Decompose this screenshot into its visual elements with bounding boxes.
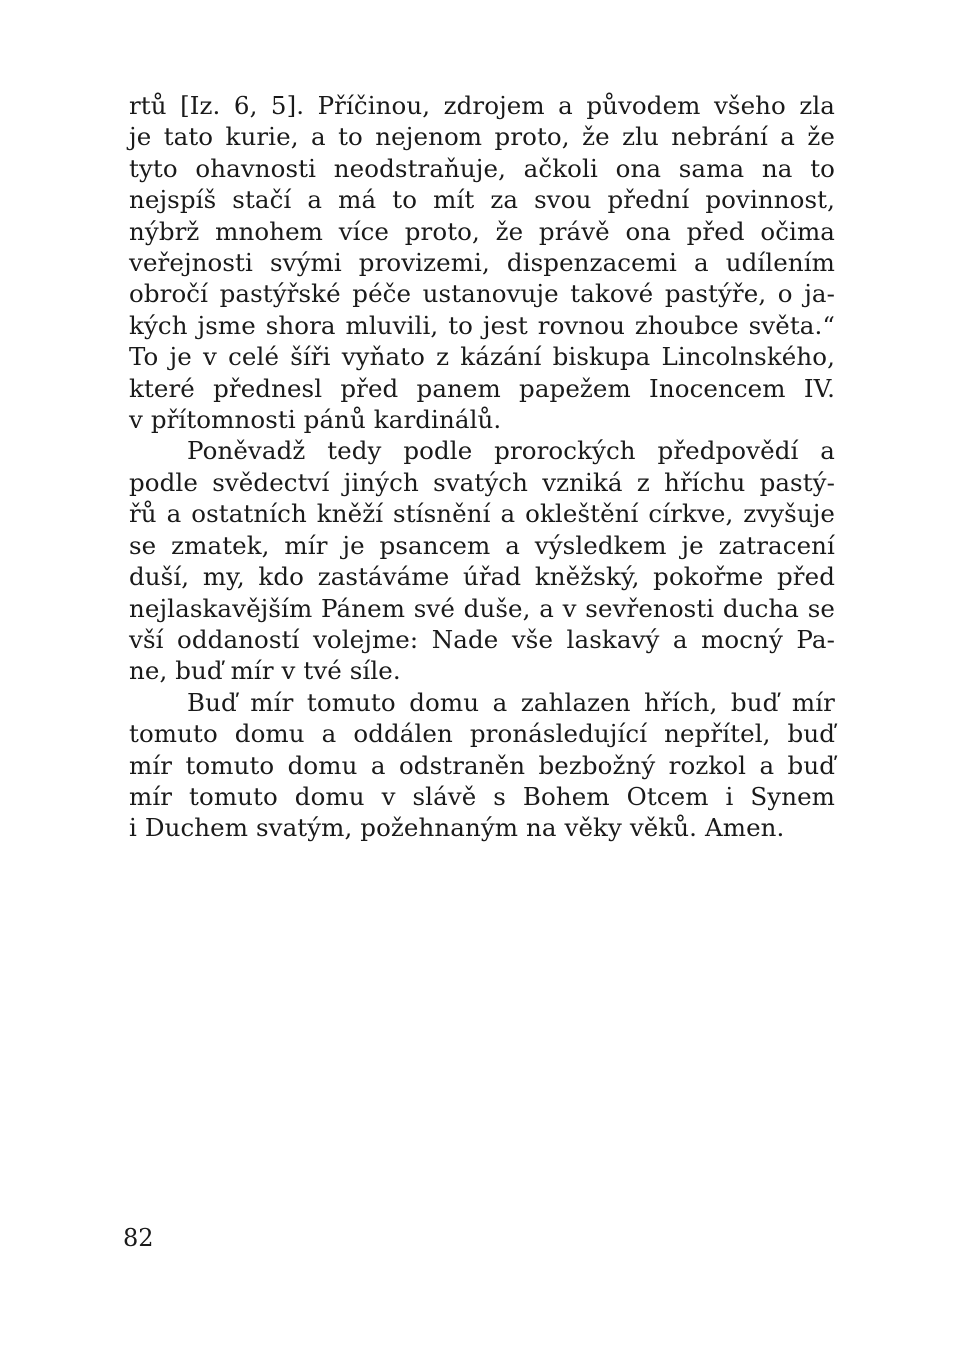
text-line: v přítomnosti pánů kardinálů. xyxy=(129,405,502,435)
text-line: i Duchem svatým, požehnaným na věky věků. Amen. xyxy=(129,813,785,843)
text-line: obročí pastýřské péče ustanovuje takové pastýře, o ja- xyxy=(129,279,835,309)
paragraph-start-line: Buď mír tomuto domu a zahlazen hřích, buď mír xyxy=(187,687,835,717)
text-line: kých jsme shora mluvili, to jest rovnou zhoubce světa.“ xyxy=(129,310,835,340)
text-line: tomuto domu a oddálen pronásledující nepřítel, buď xyxy=(129,719,835,749)
text-line: nejspíš stačí a má to mít za svou přední povinnost, xyxy=(129,185,835,215)
page-number: 82 xyxy=(123,1224,154,1252)
text-line: podle svědectví jiných svatých vzniká z hříchu pastý- xyxy=(129,467,835,497)
paragraph-start-line: Poněvadž tedy podle prorockých předpovědí a xyxy=(187,436,835,466)
text-line: vší oddaností volejme: Nade vše laskavý a mocný Pa- xyxy=(129,624,835,654)
text-line: se zmatek, mír je psancem a výsledkem je zatracení xyxy=(129,530,835,560)
text-line: tyto ohavnosti neodstraňuje, ačkoli ona sama na to xyxy=(129,153,835,183)
text-line: které přednesl před panem papežem Inocencem IV. xyxy=(129,373,835,403)
text-line: ne, buď mír v tvé síle. xyxy=(129,656,401,686)
text-line: veřejnosti svými provizemi, dispenzacemi a udílením xyxy=(129,248,835,278)
body-text xyxy=(129,90,835,844)
text-line: nýbrž mnohem více proto, že právě ona před očima xyxy=(129,216,835,246)
text-line: je tato kurie, a to nejenom proto, že zlu nebrání a že xyxy=(129,122,835,152)
text-line: mír tomuto domu a odstraněn bezbožný rozkol a buď xyxy=(129,750,835,780)
text-line: rtů [Iz. 6, 5]. Příčinou, zdrojem a původem všeho zla xyxy=(129,91,835,120)
text-line: To je v celé šíři vyňato z kázání biskupa Lincolnského, xyxy=(129,342,835,372)
text-line: mír tomuto domu v slávě s Bohem Otcem i Synem xyxy=(129,781,835,811)
text-line: duší, my, kdo zastáváme úřad kněžský, pokořme před xyxy=(129,562,835,592)
text-line: nejlaskavějším Pánem své duše, a v sevřenosti ducha se xyxy=(129,593,835,623)
text-line: řů a ostatních kněží stísnění a okleštění církve, zvyšuje xyxy=(129,499,835,529)
